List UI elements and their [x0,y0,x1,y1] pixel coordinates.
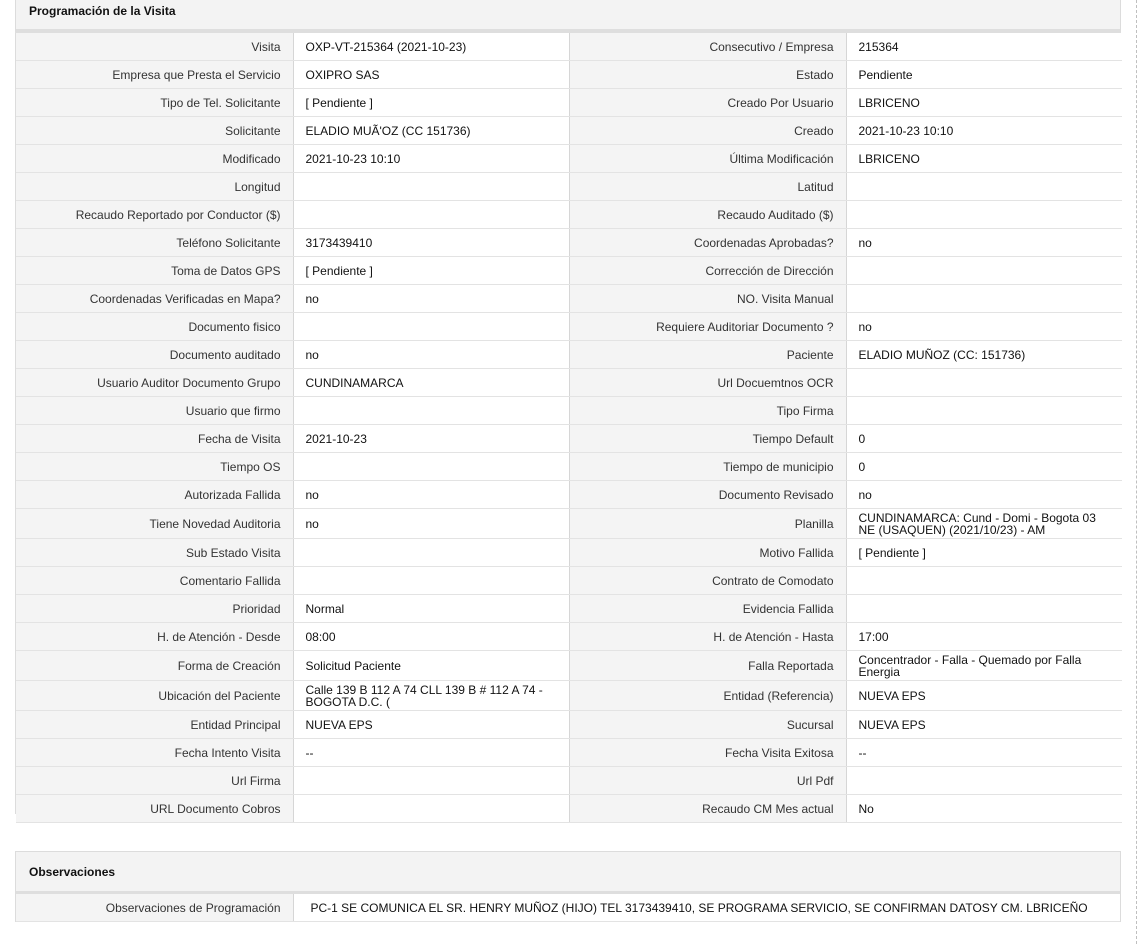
table-row [16,89,1122,117]
table-row [16,61,1122,89]
field-label [16,61,293,89]
field-value [293,33,569,61]
field-label-text: Documento fisico [188,319,281,334]
field-value [846,681,1122,711]
table-row [16,229,1122,257]
field-label [16,739,293,767]
table-row [16,739,1122,767]
field-label-text: Recaudo CM Mes actual [702,801,834,816]
field-label [569,145,846,173]
field-value [293,341,569,369]
table-row [16,425,1122,453]
field-label [569,623,846,651]
field-label [16,173,293,201]
field-value [846,33,1122,61]
field-label [16,623,293,651]
field-value [293,681,569,711]
table-row [16,397,1122,425]
field-label-text: Tiempo OS [220,459,281,474]
page-divider [1136,0,1137,944]
field-label [569,567,846,595]
field-label [569,681,846,711]
field-value [846,767,1122,795]
field-label-text: Teléfono Solicitante [176,235,281,250]
field-value [293,567,569,595]
field-value-text: Pendiente [858,67,913,82]
field-label [16,201,293,229]
field-value-text: 3173439410 [305,235,373,250]
field-label-text: Tipo de Tel. Solicitante [160,95,281,110]
field-label [569,341,846,369]
table-row [16,509,1122,539]
field-value [846,425,1122,453]
field-value-text: 0 [858,431,866,446]
field-value [293,397,569,425]
field-label-text: Url Firma [231,773,281,788]
field-value-text: 2021-10-23 10:10 [305,151,401,166]
field-label [16,509,293,539]
field-label-text: Prioridad [232,601,281,616]
field-label-text: Usuario Auditor Documento Grupo [97,375,281,390]
field-value-text: OXIPRO SAS [305,67,380,82]
field-value [293,595,569,623]
field-label [569,313,846,341]
field-label [569,711,846,739]
field-label-text: Motivo Fallida [759,545,834,560]
field-value [846,285,1122,313]
field-label-text: Planilla [794,516,834,531]
field-label [569,369,846,397]
field-value-text: no [305,291,319,306]
field-label-text: Empresa que Presta el Servicio [112,67,281,82]
field-value-text: 2021-10-23 [305,431,367,446]
field-value [293,229,569,257]
field-value-text: -- [858,745,867,760]
field-label [569,285,846,313]
field-value-text: 215364 [858,39,899,54]
field-label [569,539,846,567]
field-value [293,61,569,89]
field-value-text: ELADIO MUÃ'OZ (CC 151736) [305,123,471,138]
field-value [293,623,569,651]
field-value [846,509,1122,539]
field-label-text: Entidad Principal [190,717,281,732]
field-value [293,425,569,453]
field-label-text: Autorizada Fallida [184,487,281,502]
field-value-text: Solicitud Paciente [305,658,401,673]
field-label-text: Url Docuemtnos OCR [717,375,834,390]
field-label [569,481,846,509]
field-label-text: Visita [251,39,281,54]
field-label-text: Requiere Auditoriar Documento ? [656,319,834,334]
field-label-text: Última Modificación [729,151,834,166]
field-label [16,257,293,285]
field-label-text: Estado [796,67,834,82]
table-row [16,567,1122,595]
programacion-panel [15,0,1121,814]
field-label [16,89,293,117]
field-label [569,397,846,425]
table-row [16,285,1122,313]
field-label [569,425,846,453]
field-label-text: Tipo Firma [776,403,834,418]
field-label-text: Fecha Intento Visita [174,745,281,760]
field-value [846,369,1122,397]
field-value [846,453,1122,481]
field-label [569,117,846,145]
field-value-text: 17:00 [858,629,889,644]
field-label-text: Entidad (Referencia) [723,688,834,703]
field-value-text: no [858,235,872,250]
field-value [293,89,569,117]
field-label [16,285,293,313]
field-label [16,341,293,369]
field-value-text: No [858,801,874,816]
programacion-table [16,33,1122,823]
field-label [16,453,293,481]
field-label [16,795,293,823]
field-value [846,145,1122,173]
field-value [293,651,569,681]
field-value [293,117,569,145]
field-label [569,89,846,117]
field-label-text: Documento auditado [169,347,281,362]
field-value-text: [ Pendiente ] [305,263,373,278]
field-label-text: Solicitante [225,123,281,138]
field-label-text: Creado Por Usuario [727,95,834,110]
field-label [569,651,846,681]
field-label [569,229,846,257]
field-value [846,313,1122,341]
field-label-text: Ubicación del Paciente [158,688,281,703]
field-value [293,795,569,823]
field-label [16,313,293,341]
field-value [293,201,569,229]
field-label [16,481,293,509]
field-value [846,257,1122,285]
field-value [846,201,1122,229]
field-value [293,739,569,767]
field-label-text: NO. Visita Manual [737,291,834,306]
field-label [569,257,846,285]
field-label-text: Evidencia Fallida [742,601,834,616]
field-value [846,539,1122,567]
field-label-text: Documento Revisado [718,487,834,502]
field-value-text: OXP-VT-215364 (2021-10-23) [305,39,467,54]
field-label [569,453,846,481]
field-value [846,481,1122,509]
field-label-text: Recaudo Reportado por Conductor ($) [75,207,281,222]
field-label [569,767,846,795]
field-label-text: Paciente [786,347,834,362]
field-label [569,509,846,539]
field-label-text: Tiempo Default [752,431,834,446]
field-label-text: Sucursal [786,717,834,732]
field-value-text: 2021-10-23 10:10 [858,123,954,138]
observaciones-panel [15,851,1121,922]
field-label [569,201,846,229]
table-row [16,623,1122,651]
field-value [293,453,569,481]
programacion-title: Programación de la Visita [15,0,1121,33]
field-value [293,711,569,739]
field-value-text: Calle 139 B 112 A 74 CLL 139 B # 112 A 74 - BOGOTA D.C. ( [305,682,543,709]
field-value: PC-1 SE COMUNICA EL SR. HENRY MUÑOZ (HIJO) TEL 3173439410, SE PROGRAMA SERVICIO, SE CONFIRMAN DATOSY CM. LBRICEÑO [293,894,1120,922]
field-value [846,567,1122,595]
field-label-text: Falla Reportada [748,658,834,673]
field-label [16,369,293,397]
field-value [846,89,1122,117]
field-label-text: Fecha de Visita [198,431,281,446]
field-label [16,651,293,681]
field-label [16,145,293,173]
field-label-text: Longitud [234,179,281,194]
field-value [293,257,569,285]
field-label [16,711,293,739]
field-value [846,623,1122,651]
field-label-text: Forma de Creación [177,658,281,673]
field-label-text: Coordenadas Aprobadas? [694,235,834,250]
table-row [16,369,1122,397]
field-label [16,397,293,425]
field-value [846,117,1122,145]
field-value-text: [ Pendiente ] [305,95,373,110]
field-label-text: Usuario que firmo [185,403,281,418]
field-value [846,341,1122,369]
field-label-text: Toma de Datos GPS [171,263,281,278]
table-row [16,795,1122,823]
field-label-text: Contrato de Comodato [712,573,834,588]
field-label-text: Coordenadas Verificadas en Mapa? [89,291,281,306]
table-row [16,711,1122,739]
field-label-text: Corrección de Dirección [705,263,834,278]
field-label [569,33,846,61]
field-label [16,595,293,623]
table-row [16,173,1122,201]
table-row [16,201,1122,229]
field-label-text: Comentario Fallida [179,573,281,588]
field-label [16,767,293,795]
observaciones-table [16,894,1120,922]
field-value [293,285,569,313]
field-value-text: 08:00 [305,629,336,644]
field-value-text: [ Pendiente ] [858,545,926,560]
table-row [16,681,1122,711]
table-row [16,894,1120,922]
field-label [569,739,846,767]
table-row [16,539,1122,567]
table-row [16,257,1122,285]
field-label [569,61,846,89]
field-label-text: H. de Atención - Hasta [713,629,834,644]
table-row [16,341,1122,369]
field-label-text: Modificado [222,151,281,166]
field-label [569,173,846,201]
field-value-text: 0 [858,459,866,474]
field-value-text: LBRICENO [858,95,920,110]
field-label [16,539,293,567]
field-value-text: no [858,487,872,502]
field-value-text: NUEVA EPS [858,717,926,732]
field-label-text: Url Pdf [796,773,834,788]
table-row [16,481,1122,509]
field-label [16,567,293,595]
field-label-text: Consecutivo / Empresa [709,39,834,54]
field-label-text: Tiempo de municipio [723,459,834,474]
field-label-text: Recaudo Auditado ($) [717,207,834,222]
field-value [293,509,569,539]
table-row [16,33,1122,61]
field-value [846,397,1122,425]
field-label [16,117,293,145]
field-label-text: Sub Estado Visita [185,545,281,560]
field-label [569,795,846,823]
field-value [846,711,1122,739]
field-value-text: LBRICENO [858,151,920,166]
field-value [846,595,1122,623]
field-value-text: CUNDINAMARCA: Cund - Domi - Bogota 03 NE (USAQUEN) (2021/10/23) - AM [858,510,1096,537]
field-value-text: Normal [305,601,345,616]
field-value [846,61,1122,89]
field-label [16,33,293,61]
field-value-text: no [858,319,872,334]
field-value-text: Concentrador - Falla - Quemado por Falla Energia [858,652,1082,679]
field-label [569,595,846,623]
field-value [846,173,1122,201]
field-value [293,539,569,567]
field-value-text: NUEVA EPS [305,717,373,732]
table-row [16,595,1122,623]
field-value [846,739,1122,767]
field-label-text: Fecha Visita Exitosa [725,745,834,760]
field-label [16,229,293,257]
field-value-text: ELADIO MUÑOZ (CC: 151736) [858,347,1026,362]
field-label-text: H. de Atención - Desde [157,629,281,644]
field-label-text: Latitud [797,179,834,194]
field-value [846,795,1122,823]
field-value-text: no [305,347,319,362]
field-value [293,767,569,795]
field-label-text: Tiene Novedad Auditoria [149,516,281,531]
field-label: Observaciones de Programación [16,894,293,922]
table-row [16,117,1122,145]
table-row [16,453,1122,481]
field-label-text: URL Documento Cobros [150,801,281,816]
field-value-text: NUEVA EPS [858,688,926,703]
field-value [293,173,569,201]
field-value [293,145,569,173]
table-row [16,145,1122,173]
table-row [16,313,1122,341]
field-label-text: Creado [794,123,834,138]
field-value-text: -- [305,745,314,760]
observaciones-title: Observaciones [16,852,1120,894]
field-value [846,651,1122,681]
field-value-text: CUNDINAMARCA [305,375,404,390]
table-row [16,651,1122,681]
field-value-text: no [305,516,319,531]
table-row [16,767,1122,795]
field-value-text: no [305,487,319,502]
field-value [293,313,569,341]
field-label [16,425,293,453]
field-value [293,481,569,509]
field-value [846,229,1122,257]
field-label [16,681,293,711]
field-value [293,369,569,397]
